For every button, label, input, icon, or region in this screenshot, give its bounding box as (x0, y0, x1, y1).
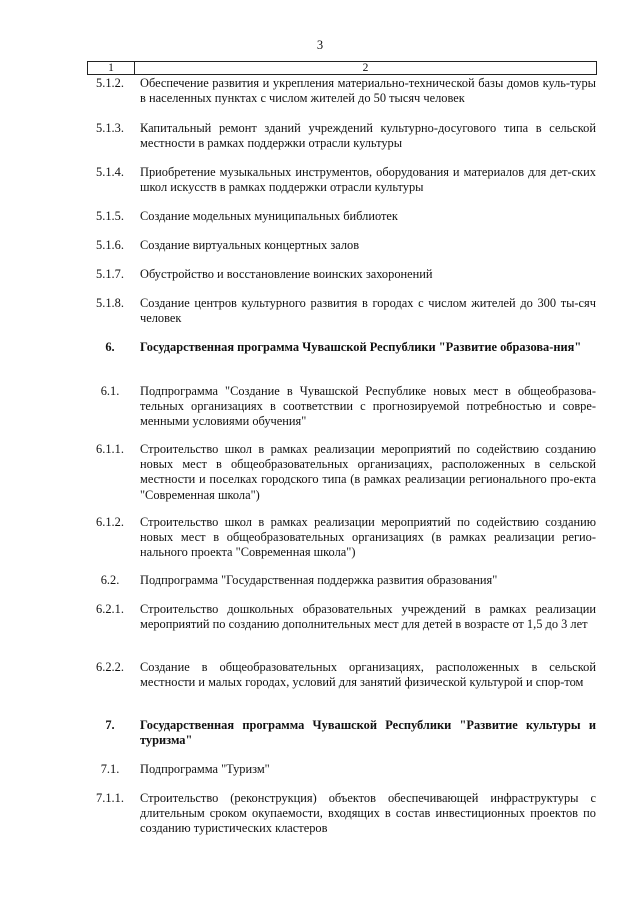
row-number: 5.1.5. (96, 209, 124, 223)
row-text: Создание в общеобразовательных организациях, расположенных в сельской местности и малых городах, условий для занятий физической культурой и спор-том (140, 660, 596, 690)
row-text: Капитальный ремонт зданий учреждений культурно-досугового типа в сельской местности в рамках поддержки отрасли культуры (140, 121, 596, 151)
row-text: Подпрограмма "Туризм" (140, 762, 270, 776)
program-title: Государственная программа Чувашской Республики "Развитие образова-ния" (140, 340, 582, 354)
row-number: 6.1.2. (96, 515, 124, 529)
row-number: 6.2.1. (96, 602, 124, 616)
table-header (87, 61, 597, 75)
row-text: Приобретение музыкальных инструментов, оборудования и материалов для дет-ских школ искусств в рамках поддержки отрасли культуры (140, 165, 596, 195)
row-text: Обустройство и восстановление воинских захоронений (140, 267, 433, 281)
program-number: 7. (105, 718, 115, 732)
row-text: Создание виртуальных концертных залов (140, 238, 360, 252)
row-text: Строительство дошкольных образовательных учреждений в рамках реализации мероприятий по созданию дополнительных мест для детей в возрасте от 1,5 до 3 лет (140, 602, 596, 632)
row-text: Подпрограмма "Создание в Чувашской Республике новых мест в общеобразова-тельных организациях в соответствии с прогнозируемой потребностью и совре-менными условиями обучения" (140, 384, 596, 429)
row-text: Строительство школ в рамках реализации мероприятий по содействию созданию новых мест в общеобразовательных организациях, расположенных в сельской местности и поселках городского типа (в рамках реализации регионального про-екта "Современная школа") (140, 442, 596, 502)
program-number: 6. (105, 340, 115, 354)
row-text: Обеспечение развития и укрепления материально-технической базы домов куль-туры в населенных пунктах с числом жителей до 50 тысяч человек (140, 76, 596, 106)
row-number: 5.1.4. (96, 165, 124, 179)
row-number: 5.1.8. (96, 296, 124, 310)
column-number-1: 1 (88, 62, 135, 74)
row-number: 6.2. (100, 573, 120, 587)
row-text: Строительство (реконструкция) объектов обеспечивающей инфраструктуры с длительным сроком окупаемости, входящих в состав инвестиционных проектов по созданию туристических кластеров (140, 791, 596, 836)
row-number: 5.1.6. (96, 238, 124, 252)
row-number: 6.2.2. (96, 660, 124, 674)
row-number: 5.1.2. (96, 76, 124, 90)
row-text: Строительство школ в рамках реализации мероприятий по содействию созданию новых мест в общеобразовательных организациях (в рамках реализации регио-нального проекта "Современная школа") (140, 515, 596, 560)
row-text: Создание центров культурного развития в городах с числом жителей до 300 ты-сяч человек (140, 296, 596, 326)
page-number: 3 (316, 38, 324, 52)
program-title: Государственная программа Чувашской Республики "Развитие культуры и туризма" (140, 718, 596, 748)
row-number: 5.1.7. (96, 267, 124, 281)
column-number-2: 2 (362, 62, 369, 74)
row-text: Подпрограмма "Государственная поддержка развития образования" (140, 573, 498, 587)
row-number: 6.1. (100, 384, 120, 398)
row-number: 6.1.1. (96, 442, 124, 456)
row-text: Создание модельных муниципальных библиотек (140, 209, 398, 223)
row-number: 5.1.3. (96, 121, 124, 135)
row-number: 7.1. (100, 762, 120, 776)
row-number: 7.1.1. (96, 791, 124, 805)
